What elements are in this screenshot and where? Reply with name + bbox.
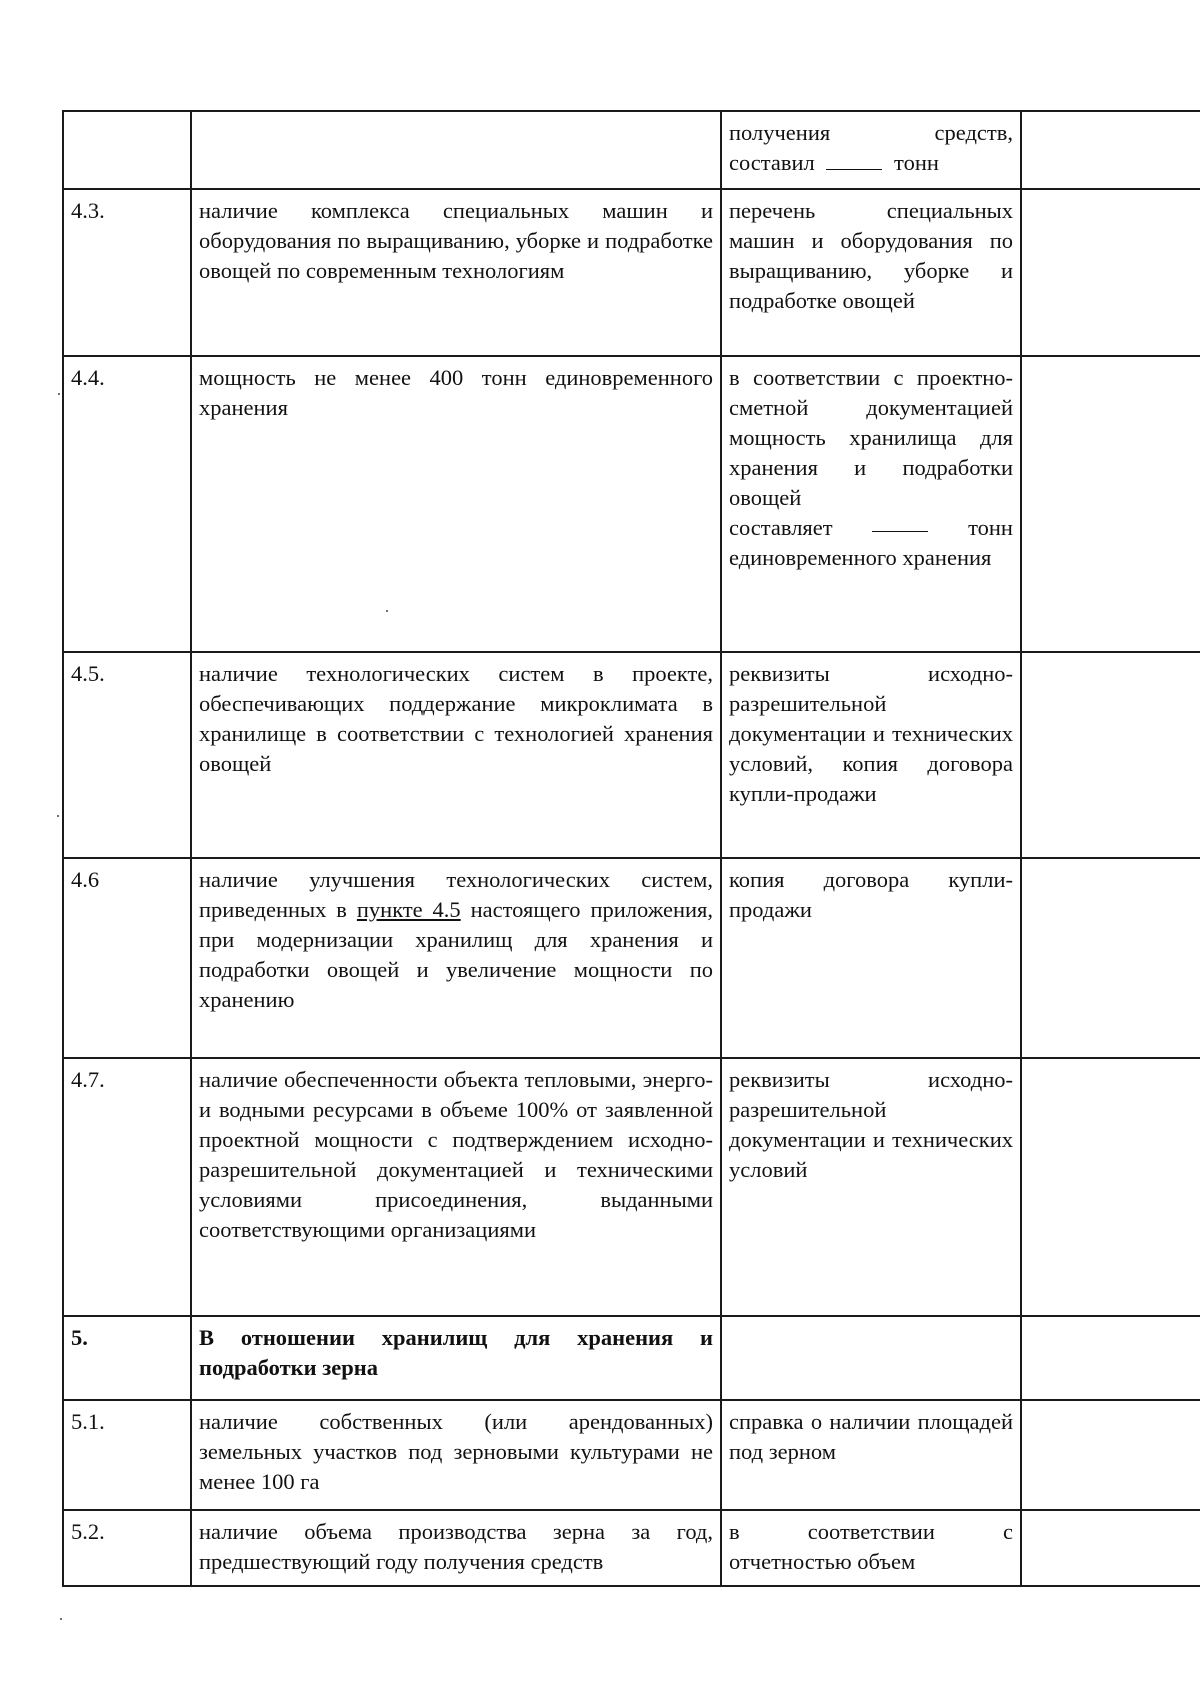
scan-speck <box>60 1618 62 1620</box>
document-text-part: в соответствии с проектно-сметной документацией мощность хранилища для хранения и подработки овощей <box>729 365 1013 510</box>
score-cell <box>1021 356 1200 652</box>
document-text-part: единовременного хранения <box>729 545 992 570</box>
row-number: 4.4. <box>63 356 191 652</box>
document-text-part: составляет <box>729 515 833 540</box>
table-row <box>63 652 1200 858</box>
scan-speck <box>57 815 59 817</box>
score-cell <box>1021 111 1200 189</box>
document-text: копия договора купли-продажи <box>721 858 1021 1058</box>
document-text-part: средств, <box>934 120 1013 145</box>
clause-reference-link[interactable]: пункте 4.5 <box>356 897 461 922</box>
row-number: 4.7. <box>63 1058 191 1316</box>
criterion-text: мощность не менее 400 тонн единовременного хранения <box>191 356 721 652</box>
row-number: 5.1. <box>63 1400 191 1510</box>
document-text: справка о наличии площадей под зерном <box>721 1400 1021 1510</box>
criterion-text: наличие собственных (или арендованных) земельных участков под зерновыми культурами не менее 100 га <box>191 1400 721 1510</box>
document-text: реквизиты исходно-разрешительной документации и технических условий, копия договора купли-продажи <box>721 652 1021 858</box>
document-text: в соответствии с отчетностью объем <box>721 1510 1021 1586</box>
score-cell <box>1021 1400 1200 1510</box>
document-text: реквизиты исходно-разрешительной документации и технических условий <box>721 1058 1021 1316</box>
document-text-part: тонн <box>894 150 939 175</box>
criterion-text: наличие технологических систем в проекте, обеспечивающих поддержание микроклимата в хранилище в соответствии с технологией хранения овощей <box>191 652 721 858</box>
document-text <box>721 111 1021 189</box>
scan-speck <box>58 393 60 395</box>
section-number: 5. <box>63 1316 191 1400</box>
section-header-row <box>63 1316 1200 1400</box>
score-cell <box>1021 1316 1200 1400</box>
blank-field <box>826 151 882 170</box>
score-cell <box>1021 652 1200 858</box>
row-number: 4.6 <box>63 858 191 1058</box>
table-row <box>63 111 1200 189</box>
table-row <box>63 858 1200 1058</box>
scan-speck <box>386 610 388 612</box>
document-text-part: получения <box>729 120 831 145</box>
table-row <box>63 1400 1200 1510</box>
criterion-text: наличие комплекса специальных машин и оборудования по выращиванию, уборке и подработке овощей по современным технологиям <box>191 189 721 356</box>
score-cell <box>1021 189 1200 356</box>
section-title: В отношении хранилищ для хранения и подработки зерна <box>191 1316 721 1400</box>
criterion-text-part: настоящего приложения, при модернизации хранилищ для хранения и подработки овощей и увеличение мощности по хранению <box>199 897 714 1012</box>
blank-field <box>872 513 928 532</box>
document-text: перечень специальных машин и оборудования по выращиванию, уборке и подработке овощей <box>721 189 1021 356</box>
row-number: 4.3. <box>63 189 191 356</box>
criterion-text <box>191 111 721 189</box>
criterion-text-part: наличие улучшения технологических систем, приведенных в <box>199 867 713 922</box>
criterion-text: наличие объема производства зерна за год, предшествующий году получения средств <box>191 1510 721 1586</box>
criterion-text: наличие обеспеченности объекта тепловыми, энерго- и водными ресурсами в объеме 100% от заявленной проектной мощности с подтверждением исходно-разрешительной документацией и техническими условиями присоединения, выданными соответствующими организациями <box>191 1058 721 1316</box>
score-cell <box>1021 1510 1200 1586</box>
row-number: 5.2. <box>63 1510 191 1586</box>
table-row <box>63 1058 1200 1316</box>
criterion-text <box>191 858 721 1058</box>
table-row <box>63 1510 1200 1586</box>
criteria-table <box>62 110 1200 1587</box>
row-number: 4.5. <box>63 652 191 858</box>
document-text-part: тонн <box>968 515 1013 540</box>
row-number <box>63 111 191 189</box>
document-text-part: составил <box>729 150 815 175</box>
document-text <box>721 356 1021 652</box>
table-row <box>63 356 1200 652</box>
document-text <box>721 1316 1021 1400</box>
score-cell <box>1021 1058 1200 1316</box>
score-cell <box>1021 858 1200 1058</box>
table-row <box>63 189 1200 356</box>
